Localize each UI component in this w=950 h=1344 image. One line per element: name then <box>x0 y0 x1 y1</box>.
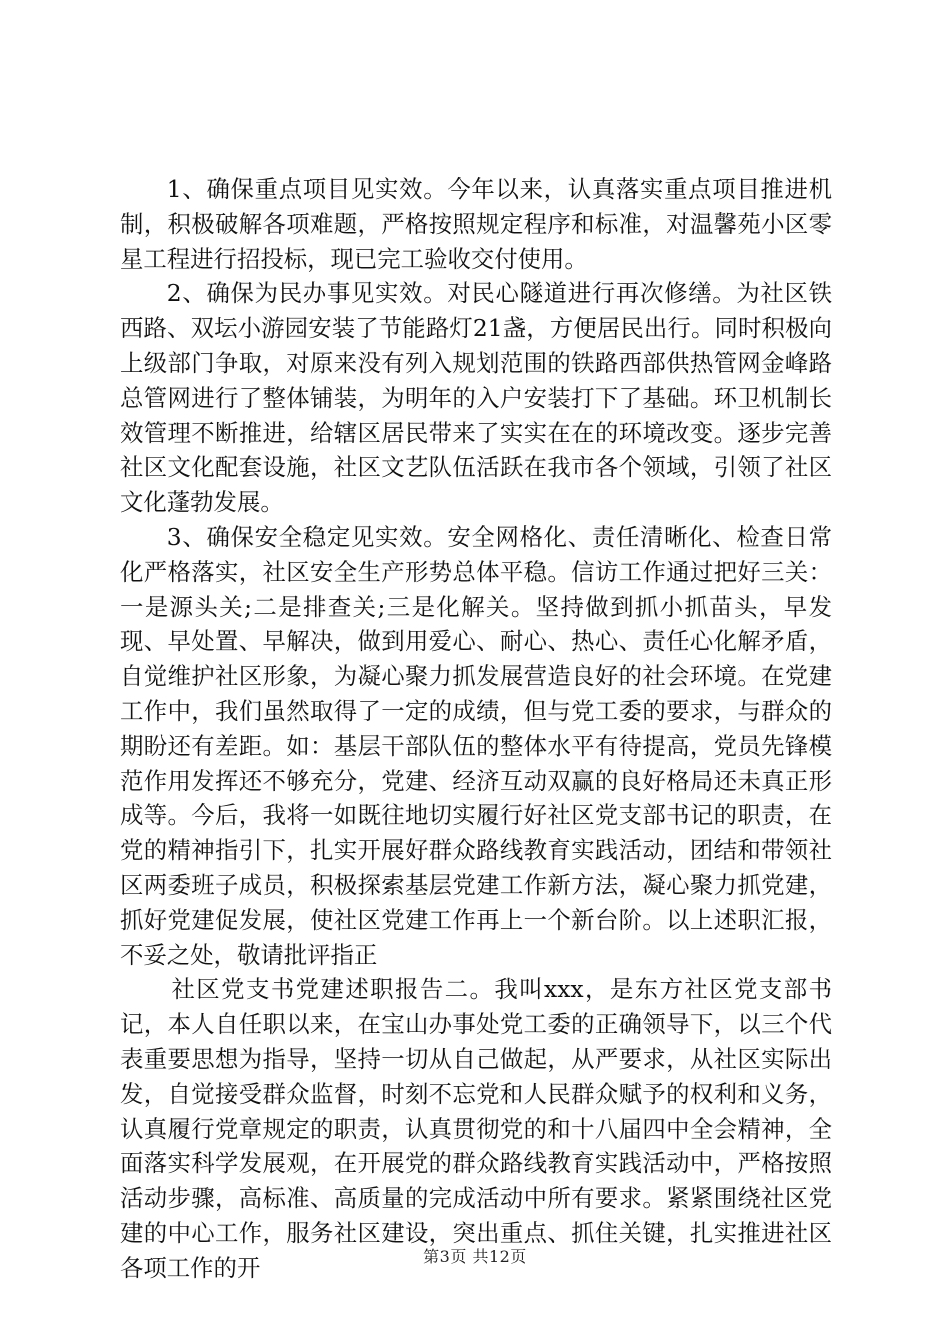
page-number-footer: 第3页 共12页 <box>423 1247 527 1266</box>
document-body <box>120 172 832 1286</box>
paragraph-report-two: 社区党支书党建述职报告二。我叫xxx，是东方社区党支部书记，本人自任职以来，在宝山办事处党工委的正确领导下，以三个代表重要思想为指导，坚持一切从自己做起，从严要求，从社区实际出发，自觉接受群众监督，时刻不忘党和人民群众赋予的权利和义务，认真履行党章规定的职责，认真贯彻党的和十八届四中全会精神，全面落实科学发展观，在开展党的群众路线教育实践活动中，严格按照活动步骤，高标准、高质量的完成活动中所有要求。紧紧围绕社区党建的中心工作，服务社区建设，突出重点、抓住关键，扎实推进社区各项工作的开 <box>120 975 832 1282</box>
paragraph-item-1: 1、确保重点项目见实效。今年以来，认真落实重点项目推进机制，积极破解各项难题，严格按照规定程序和标准，对温馨苑小区零星工程进行招投标，现已完工验收交付使用。 <box>120 175 832 273</box>
paragraph-item-2: 2、确保为民办事见实效。对民心隧道进行再次修缮。为社区铁西路、双坛小游园安装了节能路灯21盏，方便居民出行。同时积极向上级部门争取，对原来没有列入规划范围的铁路西部供热管网金峰路总管网进行了整体铺装，为明年的入户安装打下了基础。环卫机制长效管理不断推进，给辖区居民带来了实实在在的环境改变。逐步完善社区文化配套设施，社区文艺队伍活跃在我市各个领域，引领了社区文化蓬勃发展。 <box>120 279 832 517</box>
paragraph-item-3: 3、确保安全稳定见实效。安全网格化、责任清晰化、检查日常化严格落实，社区安全生产形势总体平稳。信访工作通过把好三关：一是源头关;二是排查关;三是化解关。坚持做到抓小抓苗头，早发现、早处置、早解决，做到用爱心、耐心、热心、责任心化解矛盾，自觉维护社区形象，为凝心聚力抓发展营造良好的社会环境。在党建工作中，我们虽然取得了一定的成绩，但与党工委的要求，与群众的期盼还有差距。如：基层干部队伍的整体水平有待提高，党员先锋模范作用发挥还不够充分，党建、经济互动双赢的良好格局还未真正形成等。今后，我将一如既往地切实履行好社区党支部书记的职责，在党的精神指引下，扎实开展好群众路线教育实践活动，团结和带领社区两委班子成员，积极探索基层党建工作新方法，凝心聚力抓党建，抓好党建促发展，使社区党建工作再上一个新台阶。以上述职汇报，不妥之处，敬请批评指正 <box>120 522 832 969</box>
